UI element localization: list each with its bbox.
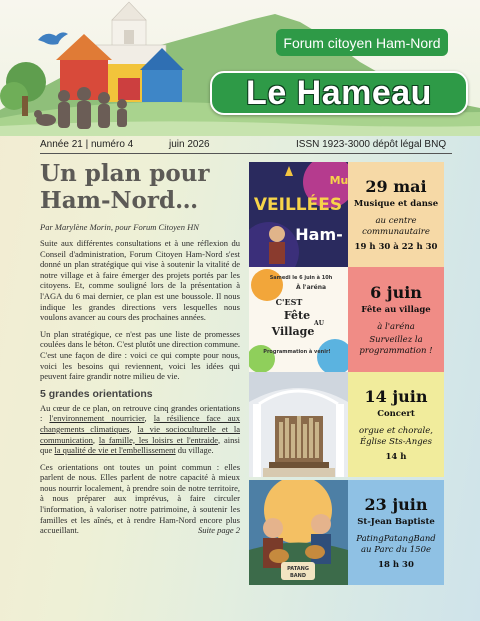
event-location: Église Sts-Anges [359,436,433,447]
poster-band-text: BAND [289,573,307,579]
orientation-5: la qualité de vie et l'embellissement [54,445,176,456]
article-subhead: 5 grandes orientations [40,387,153,400]
sep: , [129,423,138,434]
masthead-illustration [0,0,480,136]
poster-mu-text: Mu [329,174,348,187]
p4-text: Ces orientations ont toutes un point commun : elles parlent de nous. Elles parlent de notre capacité à mieux nous nourrir localement, à prendre soin de notre territoire, à nous préparer aux imprévus, à faire circuler l'information, à valoriser notre patrimoine, à soutenir les familles et les aînés, et à rendre Ham-Nord encore plus accueillant. [40,461,240,536]
event-note: Surveillez la programmation ! [359,334,433,356]
poster-cest-text: C'EST [275,297,303,307]
article-paragraph-4 [40,462,240,536]
event-info-3 [348,372,444,477]
headline-line-2: Ham-Nord… [40,187,199,214]
event-location: au Parc du 150e [360,544,432,555]
poster-programmation-text: Programmation à venir! [263,349,331,355]
event-date: 6 juin [370,282,422,302]
poster-village-text: Village [271,325,315,338]
p3-end: du village. [175,445,214,456]
forum-citoyen-banner: Forum citoyen Ham-Nord [276,29,448,56]
event-photo-church-organ [249,372,348,477]
event-location: à l'aréna [377,321,415,332]
event-location: au centre communautaire [362,215,430,237]
event-card-14-juin [249,372,444,477]
article-paragraph-3 [40,403,240,456]
headline-line-1: Un plan pour [40,160,210,187]
event-time: 14 h [385,451,407,462]
event-time: 19 h 30 à 22 h 30 [354,241,438,252]
issue-date: juin 2026 [169,139,210,150]
event-card-29-mai [249,162,444,267]
poster-fete-text: Fête [283,309,311,322]
poster-au-text: AU [314,320,324,327]
newsletter-title-box [210,71,468,115]
main-article [40,160,240,542]
orientation-2: la résilience face aux changements climatiques [40,413,241,434]
orientation-4: la famille, les loisirs et l'entraide [98,434,218,445]
event-info-4 [348,480,444,585]
masthead [0,0,480,136]
event-info-1 [348,162,444,267]
event-date: 14 juin [364,386,428,406]
poster-date-text: Samedi le 6 juin à 10h [269,275,333,281]
event-poster-fete-village [249,267,348,372]
issue-divider [40,153,452,154]
event-time: 18 h 30 [378,559,414,570]
poster-ham-text: Ham- [295,225,343,244]
newsletter-title: Le Hameau [246,73,432,112]
issue-bar [0,136,480,154]
continued-link[interactable]: Suite page 2 [197,525,240,536]
sep: , [92,434,99,445]
event-title: Fête au village [361,304,431,315]
event-performer: PatingPatangBand [356,533,436,544]
orientation-1: l'environnement nourricier [49,413,145,424]
event-date: 23 juin [364,494,428,514]
poster-veillees-text: VEILLÉES [253,195,343,215]
event-title: Musique et danse [353,198,439,209]
event-card-23-juin [249,480,444,585]
article-paragraph-2: Un plan stratégique, ce n'est pas une liste de promesses coulées dans le béton. C'est plutôt une direction commune. C'est une façon de dire : voici ce qui compte pour nous, voici les besoins qui reviennent, voici les idées qui peuvent faire grandir notre milieu de vie. [40,328,240,382]
article-paragraph-1: Suite aux différentes consultations et à une réflexion du Conseil d'administration, Forum Citoyen Ham-Nord s'est donné un plan stratégique qui vise à soutenir la vitalité de notre village et à faire émerger des projets portés par les citoyens. Et, comme souligné lors de la présentation à l'AGA du 6 mai dernier, ce plan est une boussole. Il nous indique les grandes directions vers lesquelles nous voulons avancer au cours des prochaines années. [40,238,240,323]
article-headline [40,160,240,214]
poster-patang-text: PATANG [287,566,309,572]
poster-arena-text: À l'aréna [295,284,327,291]
event-title: Concert [377,408,415,419]
article-byline: Par Marylène Morin, pour Forum Citoyen HN [40,222,199,232]
p3-intro: Au cœur de ce plan, on retrouve cinq grandes orientations : [40,402,240,424]
event-date: 29 mai [365,176,427,196]
event-card-6-juin [249,267,444,372]
event-title: St-Jean Baptiste [357,516,435,527]
sep: , ainsi que [40,434,240,456]
event-info-2 [348,267,444,372]
issn-text: ISSN 1923-3000 dépôt légal BNQ [296,139,447,150]
sep: , [144,413,154,424]
issue-number: Année 21 | numéro 4 [40,139,134,150]
orientation-3: la vie socioculturelle et la communication [40,423,241,445]
event-description: orgue et chorale, [359,425,433,436]
event-poster-veillees [249,162,348,267]
event-poster-band [249,480,348,585]
